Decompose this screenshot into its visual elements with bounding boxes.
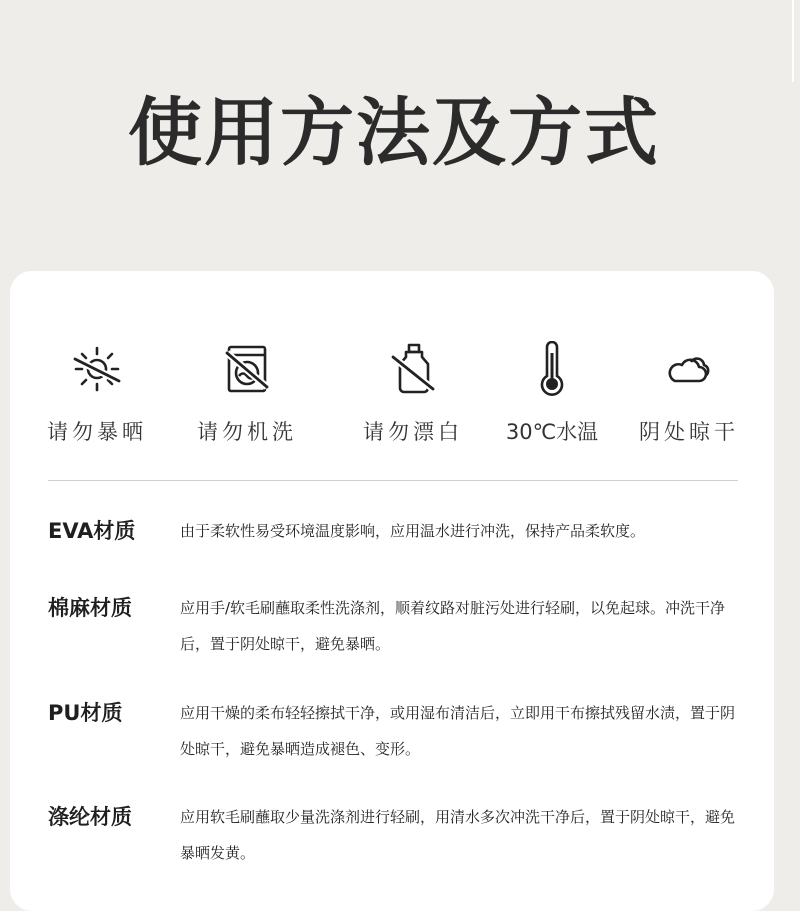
no-bleach-icon [385,341,441,397]
care-label: 请勿漂白 [363,420,463,444]
material-desc: 由于柔软性易受环境温度影响，应用温水进行冲洗，保持产品柔软度。 [180,522,646,540]
page-title: 使用方法及方式 [128,90,660,176]
care-label: 阴处晾干 [639,420,739,444]
divider [48,480,738,481]
no-sun-icon [69,341,125,397]
care-icon-row [10,341,774,451]
material-desc: 应用干燥的柔布轻轻擦拭干净，或用湿布清洁后，立即用干布擦拭残留水渍，置于阴处晾干，避免暴晒造成褪色、变形。 [180,704,736,758]
care-item-no-bleach [343,341,483,451]
care-item-no-sun [27,341,167,451]
material-desc: 应用手/软毛刷蘸取柔性洗涤剂，顺着纹路对脏污处进行轻刷，以免起球。冲洗干净后，置于阴处晾干，避免暴晒。 [180,599,726,653]
material-name: 涤纶材质 [48,805,132,829]
care-item-shade-dry [619,341,759,451]
care-label: 请勿暴晒 [47,420,147,444]
care-item-water-temp [482,341,622,451]
thermometer-icon [524,341,580,397]
material-name: EVA材质 [48,519,136,543]
cloud-icon [661,341,717,397]
care-card [10,271,774,911]
edge-line [792,0,794,82]
care-item-no-machine-wash [177,341,317,451]
material-name: 棉麻材质 [48,596,132,620]
care-label: 请勿机洗 [197,420,297,444]
material-desc: 应用软毛刷蘸取少量洗涤剂进行轻刷，用清水多次冲洗干净后，置于阴处晾干，避免暴晒发黄。 [180,808,736,862]
material-name: PU材质 [48,701,123,725]
no-machine-wash-icon [219,341,275,397]
care-label: 30℃水温 [505,420,599,444]
